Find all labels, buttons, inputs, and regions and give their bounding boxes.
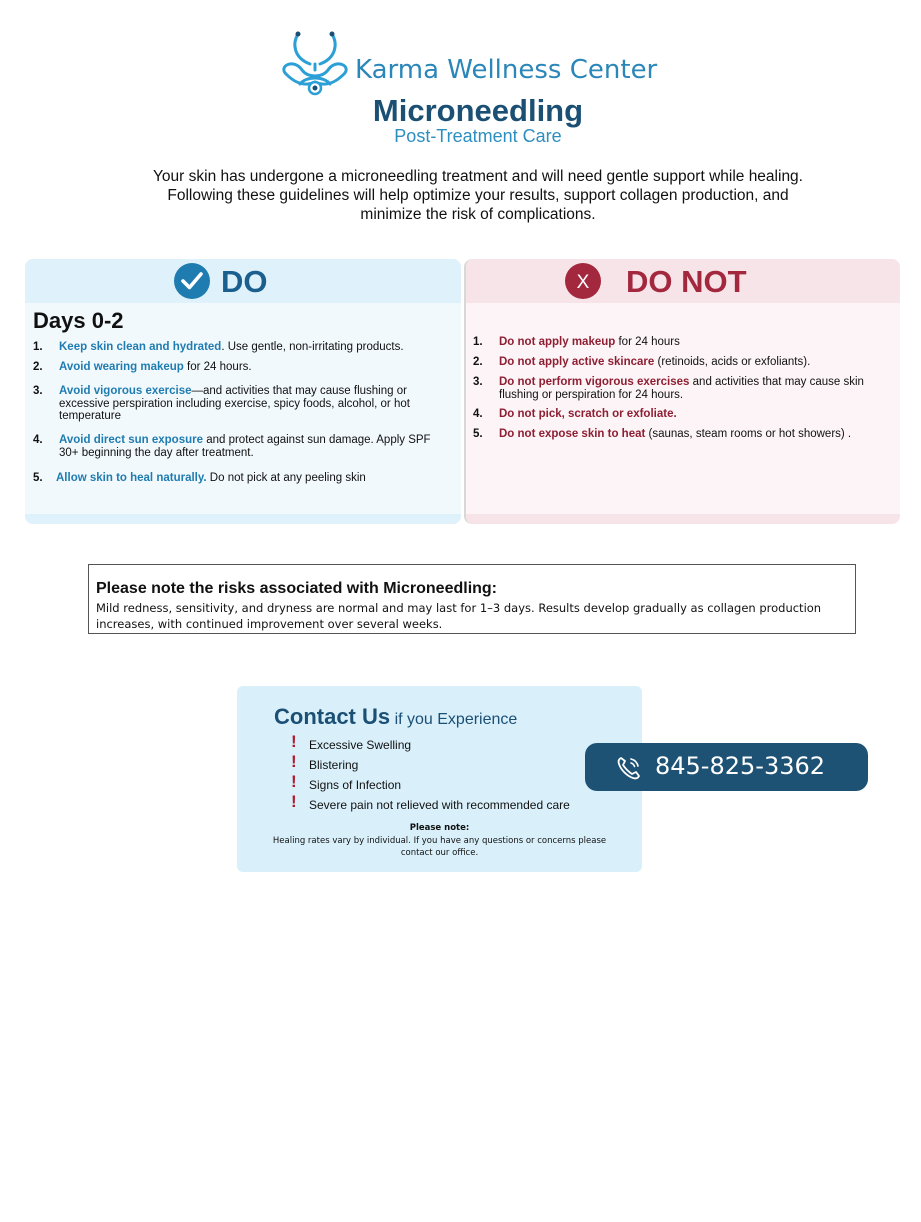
- do-not-item-emphasis: Do not apply active skincare: [499, 356, 655, 368]
- page-title: Microneedling: [372, 93, 584, 128]
- do-not-item-text: and activities that may cause skin flushing or perspiration for 24 hours.: [499, 376, 864, 401]
- do-not-item-emphasis: Do not expose skin to heat: [499, 428, 646, 440]
- x-letter: X: [576, 272, 590, 293]
- exclamation-icon: !: [291, 732, 297, 751]
- do-item-text: for 24 hours.: [183, 361, 252, 373]
- do-days-heading: Days 0-2: [33, 308, 124, 333]
- page-subtitle: Post-Treatment Care: [394, 126, 562, 146]
- risks-title: Please note the risks associated with Microneedling:: [96, 580, 498, 597]
- exclamation-icon: !: [291, 792, 297, 811]
- do-not-item-number: 1.: [473, 336, 483, 348]
- do-not-label: DO NOT: [626, 264, 747, 299]
- do-not-item-number: 3.: [473, 376, 483, 388]
- symptom-text: Severe pain not relieved with recommended care: [309, 798, 570, 812]
- do-item-text: Do not pick at any peeling skin: [206, 472, 366, 484]
- phone-icon: [615, 754, 643, 782]
- do-not-item-text: for 24 hours: [615, 336, 680, 348]
- do-item-number: 1.: [33, 341, 43, 353]
- intro-paragraph: Your skin has undergone a microneedling treatment and will need gentle support while healing. Following these guidelines will help optimize your results, support collagen production, and minimize the risk of complications.: [153, 168, 803, 223]
- symptom-text: Signs of Infection: [309, 778, 402, 792]
- contact-title-strong: Contact Us: [274, 704, 391, 729]
- contact-title-rest: if you Experience: [390, 711, 518, 728]
- symptom-text: Excessive Swelling: [309, 738, 412, 752]
- brand-name: Karma Wellness Center: [355, 55, 658, 85]
- check-circle-icon: [173, 262, 211, 300]
- do-not-item-emphasis: Do not apply makeup: [499, 336, 616, 348]
- do-footer-band: [25, 514, 461, 524]
- contact-box: [237, 686, 642, 872]
- exclamation-icon: !: [291, 772, 297, 791]
- symptom-text: Blistering: [309, 758, 359, 772]
- do-not-item-emphasis: Do not pick, scratch or exfoliate.: [499, 408, 677, 420]
- do-not-footer-band: [466, 514, 900, 524]
- do-item-number: 5.: [33, 472, 43, 484]
- do-not-panel: [464, 259, 900, 524]
- risks-text: Mild redness, sensitivity, and dryness are normal and may last for 1–3 days. Results develop gradually as collagen production increases, with continued improvement over several weeks.: [96, 601, 822, 631]
- do-not-item-text: (saunas, steam rooms or hot showers) .: [645, 428, 852, 440]
- phone-number[interactable]: 845-825-3362: [655, 752, 826, 780]
- exclamation-icon: !: [291, 752, 297, 771]
- x-circle-icon: [564, 262, 602, 300]
- do-item-number: 4.: [33, 434, 43, 446]
- do-item-emphasis: Keep skin clean and hydrated: [59, 341, 222, 353]
- do-panel: [25, 259, 461, 524]
- do-item-emphasis: Avoid direct sun exposure: [59, 434, 203, 446]
- do-item-number: 2.: [33, 361, 43, 373]
- do-item-emphasis: Avoid wearing makeup: [59, 361, 184, 373]
- do-item-text: —and activities that may cause flushing or excessive perspiration including exercise, spicy foods, alcohol, or hot temperature: [59, 385, 410, 422]
- risks-box: [88, 564, 856, 634]
- phone-button[interactable]: [585, 743, 868, 791]
- note-text: Healing rates vary by individual. If you have any questions or concerns please contact our office.: [272, 836, 607, 858]
- do-not-item-emphasis: Do not perform vigorous exercises: [499, 376, 690, 388]
- do-not-item-number: 5.: [473, 428, 483, 440]
- do-not-item-text: (retinoids, acids or exfoliants).: [654, 356, 811, 368]
- note-title: Please note:: [409, 823, 470, 833]
- karma-logo-icon: [276, 30, 354, 98]
- do-item-text: and protect against sun damage. Apply SPF 30+ beginning the day after treatment.: [59, 434, 431, 459]
- do-item-text: . Use gentle, non-irritating products.: [221, 341, 404, 353]
- do-item-emphasis: Avoid vigorous exercise: [59, 385, 192, 397]
- do-item-number: 3.: [33, 385, 43, 397]
- do-not-item-number: 2.: [473, 356, 483, 368]
- do-label: DO: [221, 264, 268, 299]
- do-not-item-number: 4.: [473, 408, 483, 420]
- contact-title: [274, 704, 517, 730]
- do-item-emphasis: Allow skin to heal naturally.: [56, 472, 207, 484]
